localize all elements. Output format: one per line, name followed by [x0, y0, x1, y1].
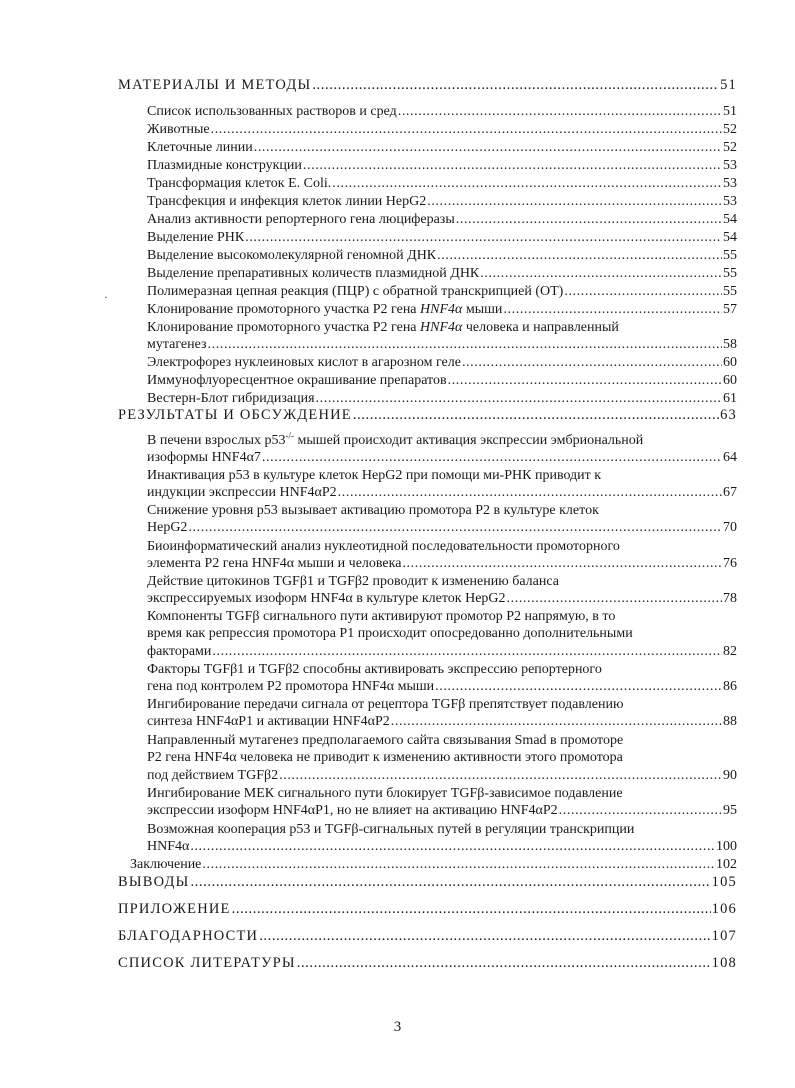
toc-section-thanks[interactable]: [118, 928, 737, 944]
page-number: 108: [711, 955, 737, 971]
toc-item[interactable]: [147, 302, 737, 318]
leader-dots: [297, 955, 711, 971]
toc-item-title: Полимеразная цепная реакция (ПЦР) с обратной транскрипцией (ОТ): [147, 284, 564, 299]
toc-item[interactable]: [147, 212, 737, 228]
toc-item[interactable]: [147, 391, 737, 407]
toc-item-title: Иммунофлуоресцентное окрашивание препаратов: [147, 373, 447, 388]
leader-dots: [391, 714, 722, 730]
page-number: 53: [723, 176, 737, 191]
page-number: 51: [720, 77, 737, 93]
leader-dots: [208, 337, 722, 353]
toc-item-first-line[interactable]: Ингибирование передачи сигнала от рецептора TGFβ препятствует подавлению: [147, 697, 624, 712]
toc-item-title: Анализ активности репортерного гена люциферазы: [147, 212, 455, 227]
toc-item[interactable]: [147, 644, 737, 660]
toc-item-title: мутагенез: [147, 337, 207, 352]
section-title: МАТЕРИАЛЫ И МЕТОДЫ: [118, 77, 312, 93]
leader-dots: [279, 768, 722, 784]
page-number: 58: [723, 337, 737, 352]
toc-section-references[interactable]: [118, 955, 737, 971]
page-number: 90: [723, 768, 737, 783]
leader-dots: [188, 520, 722, 536]
leader-dots: [503, 302, 722, 318]
toc-item-first-line[interactable]: Действие цитокинов TGFβ1 и TGFβ2 проводит к изменению баланса: [147, 574, 559, 589]
page-number: 67: [723, 485, 737, 500]
toc-item[interactable]: [147, 520, 737, 536]
leader-dots: [427, 194, 722, 210]
title-part: мыши: [462, 302, 503, 317]
toc-item-conclusion[interactable]: [130, 857, 737, 873]
toc-item[interactable]: [147, 266, 737, 282]
page-number: 52: [723, 140, 737, 155]
leader-dots: [435, 679, 722, 695]
toc-item-title: Электрофорез нуклеиновых кислот в агарозном геле: [147, 355, 461, 370]
scan-speck: ·: [104, 290, 108, 304]
leader-dots: [232, 901, 711, 917]
toc-item[interactable]: [147, 176, 737, 192]
page-number: 51: [723, 104, 737, 119]
toc-item-title: Клеточные линии: [147, 140, 253, 155]
leader-dots: [245, 230, 722, 246]
toc-item[interactable]: [147, 485, 737, 501]
page-number: 54: [723, 212, 737, 227]
toc-item[interactable]: [147, 679, 737, 695]
toc-item-title: экспрессируемых изоформ HNF4α в культуре клеток HepG2: [147, 591, 506, 606]
page-number: 86: [723, 679, 737, 694]
toc-item-title: Заключение: [130, 857, 202, 872]
leader-dots: [402, 556, 722, 572]
leader-dots: [202, 857, 715, 873]
toc-item-title: синтеза HNF4αP1 и активации HNF4αP2: [147, 714, 390, 729]
toc-item-title: Плазмидные конструкции: [147, 158, 302, 173]
toc-item-first-line[interactable]: Ингибирование МЕК сигнального пути блокирует TGFβ-зависимое подавление: [147, 786, 623, 801]
toc-section-appendix[interactable]: [118, 901, 737, 917]
leader-dots: [254, 140, 722, 156]
leader-dots: [190, 874, 710, 890]
leader-dots: [480, 266, 722, 282]
gene-name: HNF4α: [420, 302, 463, 317]
page-number: 76: [723, 556, 737, 571]
toc-item-title: Список использованных растворов и сред: [147, 104, 397, 119]
toc-section-results[interactable]: [118, 407, 737, 423]
title-part: Клонирование промоторного участка Р2 гена: [147, 320, 421, 335]
toc-item-first-line[interactable]: [147, 430, 644, 449]
toc-item[interactable]: [147, 839, 737, 855]
toc-item-first-line[interactable]: [147, 320, 619, 336]
toc-item-title: под действием TGFβ2: [147, 768, 279, 783]
section-title: ВЫВОДЫ: [118, 874, 190, 890]
page-number: 55: [723, 248, 737, 263]
gene-name: HNF4α: [420, 320, 463, 335]
toc-item[interactable]: [147, 768, 737, 784]
leader-dots: [353, 407, 719, 423]
toc-item[interactable]: [147, 337, 737, 353]
leader-dots: [212, 644, 722, 660]
page-number: 60: [723, 373, 737, 388]
toc-item[interactable]: [147, 591, 737, 607]
page-number: 53: [723, 158, 737, 173]
page-number: 70: [723, 520, 737, 535]
toc-item-title: Выделение РНК: [147, 230, 245, 245]
toc-item[interactable]: [147, 556, 737, 572]
page-number: 100: [716, 839, 737, 854]
leader-dots: [448, 373, 722, 389]
page-number: 105: [711, 874, 737, 890]
leader-dots: [190, 839, 715, 855]
leader-dots: [211, 122, 722, 138]
toc-item-first-line[interactable]: Биоинформатический анализ нуклеотидной последовательности промоторного: [147, 539, 620, 554]
leader-dots: [262, 450, 722, 466]
toc-item-title: Вестерн-Блот гибридизация: [147, 391, 315, 406]
leader-dots: [312, 77, 719, 93]
section-title: БЛАГОДАРНОСТИ: [118, 928, 259, 944]
page-number: 63: [720, 407, 737, 423]
section-title: СПИСОК ЛИТЕРАТУРЫ: [118, 955, 296, 971]
leader-dots: [559, 803, 722, 819]
toc-item[interactable]: [147, 194, 737, 210]
toc-item-first-line[interactable]: Факторы TGFβ1 и TGFβ2 способны активировать экспрессию репортерного: [147, 662, 602, 677]
toc-item-first-line[interactable]: Инактивация p53 в культуре клеток HepG2 при помощи ми-РНК приводит к: [147, 468, 602, 483]
toc-item-title: факторами: [147, 644, 212, 659]
toc-item[interactable]: [147, 714, 737, 730]
toc-item-title: HNF4α: [147, 839, 190, 854]
page-number: 52: [723, 122, 737, 137]
toc-item-title: Трансформация клеток E. Coli.: [147, 176, 332, 191]
toc-item-title: HepG2: [147, 520, 188, 535]
toc-item-title: изоформы HNF4α7: [147, 450, 261, 465]
page-number: 78: [723, 591, 737, 606]
toc-item-title: Трансфекция и инфекция клеток линии HepG2: [147, 194, 427, 209]
leader-dots: [338, 485, 722, 501]
page-number: 82: [723, 644, 737, 659]
toc-item-title: Выделение препаративных количеств плазмидной ДНК: [147, 266, 480, 281]
footer-page-number: 3: [393, 1019, 402, 1035]
toc-item[interactable]: [147, 230, 737, 246]
leader-dots: [398, 104, 722, 120]
toc-item[interactable]: [147, 803, 737, 819]
toc-item-title: элемента Р2 гена HNF4α мыши и человека: [147, 556, 402, 571]
leader-dots: [507, 591, 722, 607]
toc-item[interactable]: [147, 104, 737, 120]
page-number: 61: [723, 391, 737, 406]
toc-item[interactable]: [147, 122, 737, 138]
leader-dots: [564, 284, 722, 300]
toc-item-second-line[interactable]: время как репрессия промотора Р1 происходит опосредованно дополнительными: [147, 626, 633, 641]
title-part: человека и направленный: [462, 320, 619, 335]
toc-item-second-line[interactable]: Р2 гена HNF4α человека не приводит к изменению активности этого промотора: [147, 750, 623, 765]
toc-item-first-line[interactable]: Направленный мутагенез предполагаемого сайта связывания Smad в промоторе: [147, 733, 624, 748]
leader-dots: [437, 248, 722, 264]
toc-item-title: Животные: [147, 122, 210, 137]
toc-item-first-line[interactable]: Возможная кооперация p53 и TGFβ-сигнальных путей в регуляции транскрипции: [147, 822, 635, 837]
toc-item-title: [147, 302, 502, 318]
toc-section-materials[interactable]: [118, 77, 737, 93]
page-number: 60: [723, 355, 737, 370]
page-number: 106: [711, 901, 737, 917]
toc-section-findings[interactable]: [118, 874, 737, 890]
toc-item[interactable]: [147, 248, 737, 264]
toc-item-first-line[interactable]: Снижение уровня p53 вызывает активацию промотора Р2 в культуре клеток: [147, 503, 599, 518]
toc-item[interactable]: [147, 450, 737, 466]
toc-item-first-line[interactable]: Компоненты TGFβ сигнального пути активируют промотор Р2 напрямую, в то: [147, 609, 616, 624]
page-number: 107: [711, 928, 737, 944]
leader-dots: [316, 391, 722, 407]
page-number: 55: [723, 284, 737, 299]
leader-dots: [456, 212, 722, 228]
section-title: ПРИЛОЖЕНИЕ: [118, 901, 231, 917]
page-number: 57: [723, 302, 737, 317]
toc-item-title: гена под контролем Р2 промотора HNF4α мыши: [147, 679, 435, 694]
page-number: 95: [723, 803, 737, 818]
page-number: 102: [716, 857, 737, 872]
toc-item-title: экспрессии изоформ HNF4αP1, но не влияет на активацию HNF4αP2: [147, 803, 558, 818]
leader-dots: [332, 176, 722, 192]
section-title: РЕЗУЛЬТАТЫ И ОБСУЖДЕНИЕ: [118, 407, 352, 423]
toc-item-title: индукции экспрессии HNF4αP2: [147, 485, 337, 500]
title-part: Клонирование промоторного участка Р2 гена: [147, 302, 421, 317]
toc-item[interactable]: [147, 284, 737, 300]
leader-dots: [259, 928, 710, 944]
title-part: мышей происходит активация экспрессии эмбриональной: [294, 433, 644, 448]
genotype-superscript: -/-: [285, 430, 295, 441]
toc-item-title: Выделение высокомолекулярной геномной ДНК: [147, 248, 437, 263]
leader-dots: [303, 158, 722, 174]
page-number: 64: [723, 450, 737, 465]
toc-item[interactable]: [147, 373, 737, 389]
toc-item[interactable]: [147, 355, 737, 371]
page-number: 53: [723, 194, 737, 209]
toc-item[interactable]: [147, 140, 737, 156]
title-part: В печени взрослых p53: [147, 433, 286, 448]
page-number: 54: [723, 230, 737, 245]
leader-dots: [462, 355, 722, 371]
toc-item[interactable]: [147, 158, 737, 174]
page-number: 55: [723, 266, 737, 281]
page-number: 88: [723, 714, 737, 729]
